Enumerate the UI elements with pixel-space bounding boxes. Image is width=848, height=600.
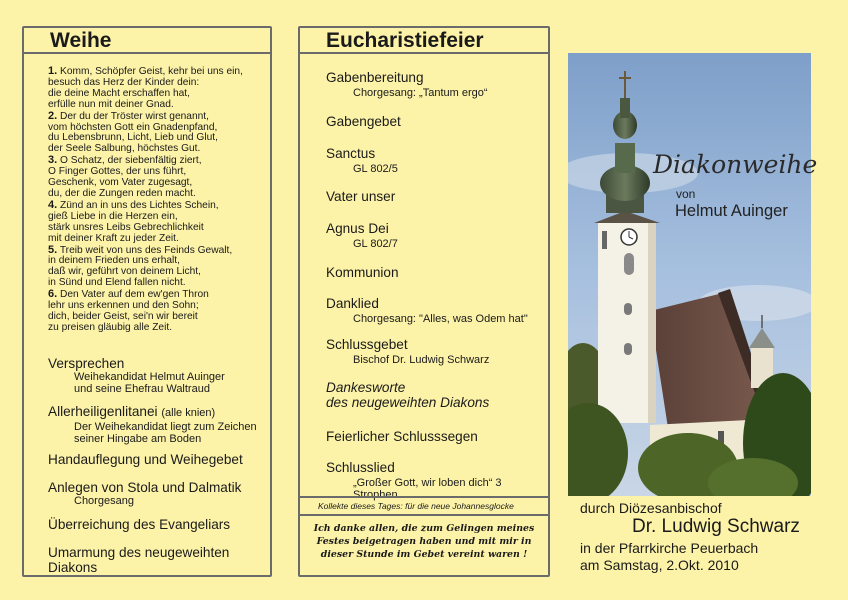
danklied-sub: Chorgesang: "Alles, was Odem hat" xyxy=(353,313,528,325)
hymn-line: du Lebensbrunn, Licht, Lieb und Glut, xyxy=(48,132,218,144)
thanks-note xyxy=(312,522,536,561)
hymn-line: Der du der Tröster wirst genannt, xyxy=(57,110,209,122)
thanks-line2: Festes beigetragen haben und mit mir in xyxy=(316,536,532,547)
hymn-stanza-number: 5. xyxy=(48,243,58,256)
versprechen-sub2: und seine Ehefrau Waltraud xyxy=(74,383,210,395)
litanei-sub1: Der Weihekandidat liegt zum Zeichen xyxy=(74,421,257,433)
hymn-stanza-number: 3. xyxy=(48,154,58,167)
schlusslied-label: Schlusslied xyxy=(326,460,395,475)
sanctus xyxy=(326,146,398,175)
vaterunser: Vater unser xyxy=(326,189,396,204)
hymn-line: dich, beider Geist, sei'n wir bereit xyxy=(48,310,198,322)
hymn-line: Den Vater auf dem ew'gen Thron xyxy=(57,289,209,301)
eucharistie-title: Eucharistiefeier xyxy=(300,28,548,54)
sanctus-label: Sanctus xyxy=(326,146,376,161)
stola xyxy=(48,480,241,507)
kollekte-note: Kollekte dieses Tages: für die neue Johannesglocke xyxy=(300,496,548,516)
kommunion: Kommunion xyxy=(326,265,399,280)
litanei xyxy=(48,404,257,445)
schlusslied-sub: „Großer Gott, wir loben dich“ 3 Strophen xyxy=(353,477,502,501)
hymn-line: in Sünd und Elend fallen nicht. xyxy=(48,277,186,289)
gabenbereitung-label: Gabenbereitung xyxy=(326,70,424,85)
hymn-text xyxy=(48,66,268,334)
thanks-line1: Ich danke allen, die zum Gelingen meines xyxy=(313,523,535,534)
umarmung xyxy=(48,545,229,575)
schlusslied xyxy=(326,460,548,501)
hymn-line: Treib weit von uns des Feinds Gewalt, xyxy=(57,244,233,256)
agnus-label: Agnus Dei xyxy=(326,221,389,236)
hymn-line: besuch das Herz der Kinder dein: xyxy=(48,76,200,88)
hymn-stanza-number: 1. xyxy=(48,65,58,77)
gabenbereitung-sub: Chorgesang: „Tantum ergo“ xyxy=(353,87,488,99)
versprechen-label: Versprechen xyxy=(48,356,125,371)
danklied-label: Danklied xyxy=(326,296,379,311)
hymn-stanza-2 xyxy=(48,111,268,123)
hymn-line: Zünd an in uns des Lichtes Schein, xyxy=(57,199,219,211)
hymn-line: die deine Macht erschaffen hat, xyxy=(48,87,190,99)
hymn-line: zu preisen gläubig alle Zeit. xyxy=(48,321,173,333)
cover-place: in der Pfarrkirche Peuerbach xyxy=(580,540,759,556)
dankesworte-line1: Dankesworte xyxy=(326,380,406,395)
hymn-line: erfülle nun mit deiner Gnad. xyxy=(48,98,174,110)
hymn-line: lehr uns erkennen und den Sohn; xyxy=(48,300,199,312)
agnus-sub: GL 802/7 xyxy=(353,238,398,250)
cover-bishop: Dr. Ludwig Schwarz xyxy=(632,516,800,537)
stola-label: Anlegen von Stola und Dalmatik xyxy=(48,480,242,495)
schlusssegen: Feierlicher Schlusssegen xyxy=(326,429,478,444)
gabengebet: Gabengebet xyxy=(326,114,401,129)
schlussgebet-sub: Bischof Dr. Ludwig Schwarz xyxy=(353,354,490,366)
hymn-stanza-number: 4. xyxy=(48,198,58,211)
hymn-line: du, der die Zungen reden macht. xyxy=(48,187,196,199)
thanks-line3: dieser Stunde im Gebet vereint waren ! xyxy=(320,549,528,560)
hymn-line: in deinem Frieden uns erhalt, xyxy=(48,255,180,267)
hymn-stanza-number: 6. xyxy=(48,288,58,301)
weihe-title: Weihe xyxy=(24,28,270,54)
cover-name: Helmut Auinger xyxy=(675,202,788,220)
hymn-line: stärk unsres Leibs Gebrechlichkeit xyxy=(48,221,204,233)
hymn-line: der Seele Salbung, höchstes Gut. xyxy=(48,143,201,155)
evangeliar: Überreichung des Evangeliars xyxy=(48,517,231,532)
danklied xyxy=(326,296,528,325)
hymn-stanza-number: 2. xyxy=(48,109,58,122)
stola-sub: Chorgesang xyxy=(74,495,134,507)
hymn-stanza-4 xyxy=(48,200,268,212)
agnus xyxy=(326,221,398,250)
cover-von: von xyxy=(676,187,696,201)
weihe-panel xyxy=(22,26,272,577)
versprechen-sub1: Weihekandidat Helmut Auinger xyxy=(74,371,225,383)
schlussgebet-label: Schlussgebet xyxy=(326,337,408,352)
hymn-line: Geschenk, vom Vater zugesagt, xyxy=(48,177,193,189)
umarmung-line2: Diakons xyxy=(48,560,98,575)
litanei-sub2: seiner Hingabe am Boden xyxy=(74,433,202,445)
gabenbereitung xyxy=(326,70,488,99)
versprechen xyxy=(48,356,225,395)
cover-title: Diakonweihe xyxy=(653,150,818,179)
hymn-line: daß wir, geführt von deinem Licht, xyxy=(48,266,201,278)
dankesworte xyxy=(326,380,489,410)
hymn-line: vom höchsten Gott ein Gnadenpfand, xyxy=(48,121,218,133)
hymn-line: mit deiner Kraft zu jeder Zeit. xyxy=(48,232,179,244)
sanctus-sub: GL 802/5 xyxy=(353,163,398,175)
dankesworte-line2: des neugeweihten Diakons xyxy=(326,395,490,410)
handauflegung: Handauflegung und Weihegebet xyxy=(48,452,243,467)
hymn-line: Komm, Schöpfer Geist, kehr bei uns ein, xyxy=(57,66,243,77)
hymn-line: O Schatz, der siebenfältig ziert, xyxy=(57,155,202,167)
schlussgebet xyxy=(326,337,489,366)
church-photo xyxy=(568,53,811,496)
umarmung-line1: Umarmung des neugeweihten xyxy=(48,545,230,560)
hymn-line: O Finger Gottes, der uns führt, xyxy=(48,166,187,178)
cover-line1: durch Diözesanbischof xyxy=(580,500,722,516)
cover-date: am Samstag, 2.Okt. 2010 xyxy=(580,557,739,573)
litanei-note: (alle knien) xyxy=(161,407,216,419)
litanei-label: Allerheiligenlitanei xyxy=(48,404,158,419)
eucharistie-panel xyxy=(298,26,550,577)
hymn-line: gieß Liebe in die Herzen ein, xyxy=(48,210,178,222)
